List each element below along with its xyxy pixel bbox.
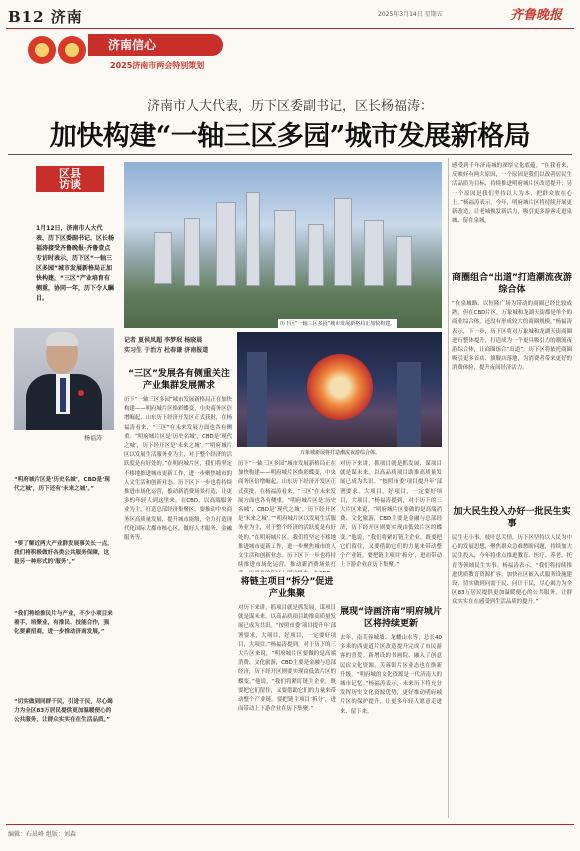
section-heading: 加大民生投入办好一批民生实事	[453, 507, 571, 529]
party-emblem-icon	[58, 36, 86, 64]
page-credits: 编辑：石晨峰 组版：刘森	[8, 831, 76, 838]
interview-badge	[36, 166, 104, 192]
headline-title: 加快构建“一轴三区多园”城市发展新格局	[49, 121, 531, 152]
column-rule	[448, 158, 449, 818]
city-skyline-photo	[124, 162, 442, 328]
article-body: 对历下来讲，抓项目就是抓发展，谋项目就是谋未来。以高品质项目助推高质量发展已成为共识。“按照市委‘项目提升年’部署要求，大项目，好项目，一定要好项目，大项目。”杨福涛提到，对于历下的三大片区来说，“明府城片区要做的是高端消费、文化旅游，CBD主要是金融与总部经济，历下经开区则要实现由低效片区的蝶变。”他说，“我们将紧盯链主企业，既要把它们留住，又要借助它们的力量来带动整个产业链。要把链主项目‘拆分’，进而带动上下游企业在历下集聚。”	[238, 605, 336, 713]
article-body: 民生无小事，枝叶总关情。历下区坚持以人民为中心的发展思想，聚焦群众急难愁盼问题，持续加大民生投入，今年将重点推进教育、医疗、养老、托育等领域民生实事。杨福涛表示，“我们将持续推进优质教育资源扩容，加快社区嵌入式服务设施建设，切实做到问需于民、问计于民，尽心竭力为全区83万居民提供更加温暖便心的公共服务，让群众实实在在感受到生活品质的提升。”	[452, 535, 572, 606]
section-heading: 商圈组合“出道”打造潮流夜游综合体	[452, 273, 572, 295]
article-body: 历下“一轴三区多园”城市发展新格局正在加快构建——明府城片区焕彩蝶变，中央商务区倍增崛起，山东历下经济开发区正式获批，在杨福涛看来，“三区”在未来发展方面也各有侧重。“明府城片区是‘历史名城’，CBD是‘现代之城’，历下经开区是‘未来之城’。”“明府城片区以发展生活服务业为主，对于整个经济的活跃度是有好处的。”在明府城片区，我们将坚定不移地推进城市更新工作，进一步聚焦城市的人文生活和创新业态。历下区下一步也将持续推进市场化运营，推动新消费场景打造，让更多的年轻人到这里来。在CBD，以高端服务业为主，打造总部经济集聚区。要推动中央商务区高质量发展，提升城市能级，全力打造现代化国际大都市核心区，做好人才服务、金融服务等。	[124, 397, 232, 542]
byline-interns: 实习生 于治方 杜春谦 济南报道	[124, 347, 209, 354]
bylines	[124, 336, 234, 356]
page-number: B12 济南	[8, 8, 83, 26]
article-body: 历下“一轴三区多园”城市发展新格局正在加快构建——明府城片区焕彩蝶变，中央商务区倍增崛起，山东历下经济开发区正式获批，在杨福涛看来，“三区”在未来发展方面也各有侧重。“明府城片区是‘历史名城’，CBD是‘现代之城’，历下经开区是‘未来之城’。”“明府城片区以发展生活服务业为主，对于整个经济的活跃度是有好处的。”在明府城片区，我们将坚定不移地推进城市更新工作，进一步聚焦城市的人文生活和创新业态。历下区下一步也将持续推进市场化运营，推动新消费场景打	[238, 461, 336, 569]
portrait-caption: 杨福涛	[84, 435, 103, 442]
column-subtitle: 2025济南市两会特别策划	[110, 61, 205, 70]
interview-intro: 1月12日，济南市人大代表、历下区委副书记、区长杨福涛接受齐鲁晚报·齐鲁壹点专访时表示，历下区“一轴三区多园”城市发展新格局正加快构建，“三区”产业培育有侧重，协同一年，历下令人瞩目。	[36, 225, 115, 302]
article-body: 感受到千年济南城的深厚文化底蕴。“在我看来，反映好有两大原因，一个原因是我们以改善居民生活品质为目标，持续推进明府城片区改造提升；另一个原因是我们坚持以人为本，把群众放在心上。”杨福涛表示，今年，明府城片区将持续开展更新改造，让老城焕发新活力，吸引更多游客走进泉城、留在泉城。	[452, 163, 572, 225]
national-emblem-icon	[28, 36, 56, 64]
newspaper-logo: 齐鲁晚报	[510, 8, 563, 23]
photo-caption: 历下区“一轴三区多园”城市发展新格局正加快构建。	[280, 321, 396, 327]
portrait-photo	[14, 328, 114, 430]
headline-rule	[8, 154, 572, 155]
article-body: “在泉城路、以恒隆广场为带动的商圈已经比较成熟，但在CBD片区，万象城和龙湖天街都是单个的商业综合体，还没有形成较大的商圈规模。”杨福涛表示，下一步，历下区将对万象城和龙湖天街商圈进行整体提升，打造成为一个更具吸引力的潮流夜游综合体，让商圈组合“出道”。历下区将依托商圈吸引更多首店、旗舰店落地，为消费者带来更好的消费体验，提升夜间经济活力。	[452, 301, 572, 372]
pull-quote: “要了解近两大产业群发展事关长一点，我们将积极做好各类公共服务保障，这是另一种形式的‘服务’。”	[14, 541, 113, 565]
headline-kicker: 济南市人大代表，历下区委副书记，区长杨福涛：	[146, 99, 433, 114]
byline-reporters: 记者 夏侯凤超 李梦珉 杨晓晨	[124, 337, 203, 344]
pull-quote: “我们将给推民片与产业，不少小项目来着手，培聚业，有推民、技能合作，强化要素招商，进一步推动济南发展。”	[14, 611, 113, 635]
pull-quote: “切实做到同群干民，引进于民，尽心竭力为全区83万居民提供更加温暖便心的公共服务，让群众实实在在生活品质。”	[14, 699, 113, 723]
article-body: 对历下来讲，抓项目就是抓发展，谋项目就是谋未来。以高品质项目助推高质量发展已成为共识。“按照市委‘项目提升年’部署要求，大项目，好项目，一定要好项目，大项目。”杨福涛提到，对于历下的三大片区来说，“明府城片区要做的是高端消费、文化旅游，CBD主要是金融与总部经济，历下经开区则要实现由低效片区的蝶变。”他说，“我们将紧盯链主企业，既要把它们留住，又要借助它们的力量来带动整个产业链。要把链主项目‘拆分’，进而带动上下游企业在历下集聚。”	[340, 461, 442, 569]
interview-badge-top: 区县	[59, 167, 81, 180]
section-heading: 展现“诗画济南”明府城片区将持续更新	[340, 607, 442, 629]
emblem-group	[28, 36, 90, 66]
section-heading: “三区”发展各有侧重关注产业集群发展需求	[128, 369, 230, 391]
pull-quote: “明府城片区是‘历史名城’，CBD是‘现代之城’，历下还有‘未来之城’。”	[14, 477, 110, 492]
footer-rule	[6, 824, 574, 825]
photo-caption: 万象城新展将打造潮流夜游综合体。	[300, 450, 381, 456]
header-rule	[6, 28, 574, 29]
article-body: 去年，南芙蓉城墙、龙蟠山水等，总长40多米的西更道片区改造提升完成了市民游客的喜爱。新增设的书画院、融入了创意民宿文化资源，芙蓉街片区业态也在焕新升级。“明府城的文化资源是一代济南人的城市记忆。”杨福涛表示，未来历下将充分发挥历史文化资源优势，更好推动明府城片区的保护提升，让更多年轻人愿意走进来、留下来。	[340, 635, 442, 715]
section-heading: 将链主项目“拆分”促进产业集聚	[240, 577, 334, 599]
interview-badge-bottom: 访谈	[59, 178, 81, 191]
issue-date: 2025年3月14日 星期五	[378, 11, 443, 18]
column-title: 济南信心	[88, 34, 223, 56]
night-mall-photo	[237, 332, 442, 447]
